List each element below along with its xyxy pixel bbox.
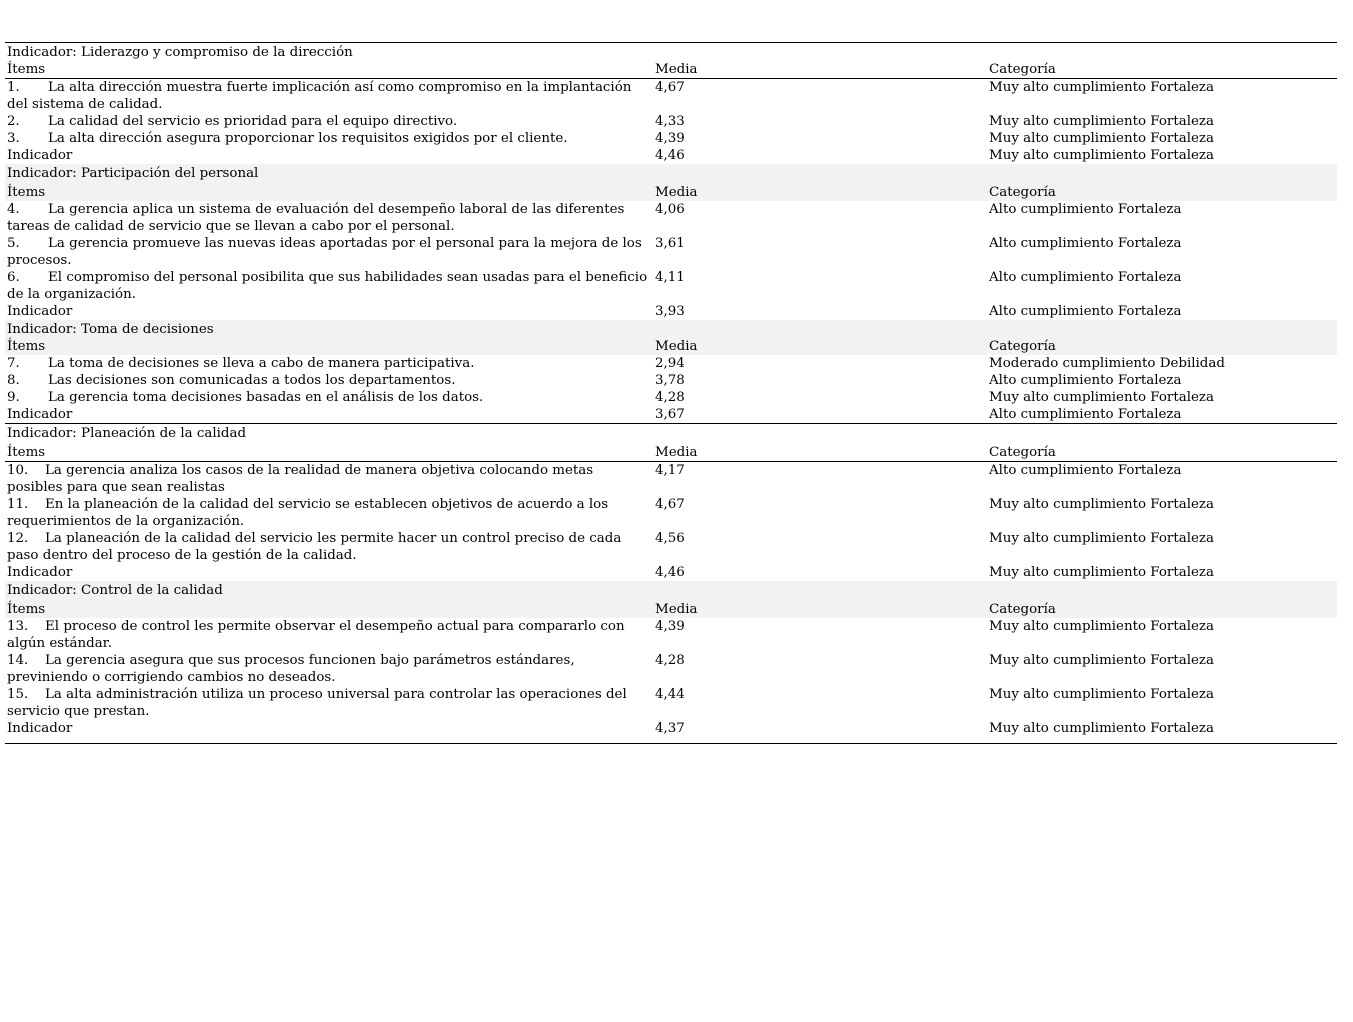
summary-media: 3,67 — [653, 406, 987, 424]
media-value: 4,17 — [655, 463, 685, 478]
item-cell — [5, 79, 653, 114]
item-text: La alta dirección muestra fuerte implicación así como compromiso en la implantación del sistema de calidad. — [7, 80, 632, 112]
column-header-row — [5, 442, 1337, 462]
media-value: 4,28 — [655, 390, 685, 405]
categoria-value: Alto cumplimiento Fortaleza — [989, 236, 1182, 251]
item-number: 8. — [7, 373, 20, 388]
item-number: 5. — [7, 236, 20, 251]
table-row — [5, 686, 1337, 720]
section-participacion — [5, 164, 1337, 320]
item-text: La gerencia toma decisiones basadas en el análisis de los datos. — [48, 390, 484, 405]
header-items: Ítems — [5, 182, 653, 201]
item-cell — [5, 389, 653, 406]
summary-media: 4,37 — [653, 720, 987, 744]
item-text: La planeación de la calidad del servicio les permite hacer un control preciso de cada paso dentro del proceso de la gestión de la calidad. — [7, 531, 622, 563]
header-categoria: Categoría — [987, 61, 1337, 79]
table-row — [5, 79, 1337, 114]
item-text: El compromiso del personal posibilita que sus habilidades sean usadas para el beneficio de la organización. — [7, 270, 648, 302]
item-text: Las decisiones son comunicadas a todos los departamentos. — [48, 373, 456, 388]
item-cell — [5, 130, 653, 147]
categoria-value: Alto cumplimiento Fortaleza — [989, 270, 1182, 285]
categoria-value: Alto cumplimiento Fortaleza — [989, 463, 1182, 478]
item-number: 4. — [7, 202, 20, 217]
header-items: Ítems — [5, 61, 653, 79]
item-text: La alta administración utiliza un proceso universal para controlar las operaciones del servicio que prestan. — [7, 687, 627, 719]
summary-categoria: Muy alto cumplimiento Fortaleza — [989, 565, 1214, 580]
item-cell — [5, 235, 653, 269]
media-value: 4,28 — [655, 653, 685, 668]
indicator-title: Indicador: Control de la calidad — [5, 581, 1337, 599]
item-text: La gerencia analiza los casos de la realidad de manera objetiva colocando metas posibles para que sean realistas — [7, 463, 594, 495]
item-text: La toma de decisiones se lleva a cabo de manera participativa. — [48, 356, 475, 371]
header-media: Media — [653, 61, 987, 79]
categoria-value: Muy alto cumplimiento Fortaleza — [989, 687, 1214, 702]
table-row — [5, 201, 1337, 235]
summary-media: 4,46 — [655, 565, 685, 580]
table-row — [5, 355, 1337, 372]
categoria-value: Muy alto cumplimiento Fortaleza — [989, 653, 1214, 668]
categoria-value: Muy alto cumplimiento Fortaleza — [989, 131, 1214, 146]
indicator-title-row — [5, 320, 1337, 338]
column-header-row — [5, 61, 1337, 79]
indicator-title-row — [5, 581, 1337, 599]
categoria-value: Moderado cumplimiento Debilidad — [989, 356, 1225, 371]
categoria-value: Muy alto cumplimiento Fortaleza — [989, 114, 1214, 129]
column-header-row — [5, 182, 1337, 201]
table-row — [5, 113, 1337, 130]
table-row — [5, 496, 1337, 530]
media-value: 3,61 — [655, 236, 685, 251]
table-row — [5, 652, 1337, 686]
header-media: Media — [653, 442, 987, 462]
item-text: La alta dirección asegura proporcionar los requisitos exigidos por el cliente. — [48, 131, 568, 146]
item-cell — [5, 496, 653, 530]
categoria-value: Muy alto cumplimiento Fortaleza — [989, 80, 1214, 95]
header-media: Media — [653, 338, 987, 355]
item-cell — [5, 530, 653, 564]
indicator-title-row — [5, 424, 1337, 443]
indicator-title: Indicador: Toma de decisiones — [5, 320, 1337, 338]
section-liderazgo — [5, 43, 1337, 165]
summary-categoria: Alto cumplimiento Fortaleza — [989, 304, 1182, 319]
item-cell — [5, 462, 653, 497]
media-value: 4,67 — [655, 80, 685, 95]
media-value: 4,39 — [655, 619, 685, 634]
item-number: 3. — [7, 131, 20, 146]
indicator-title: Indicador: Liderazgo y compromiso de la dirección — [5, 43, 1337, 62]
item-number: 14. — [7, 653, 29, 668]
indicator-title: Indicador: Participación del personal — [5, 164, 1337, 182]
column-header-row — [5, 338, 1337, 355]
table-row — [5, 618, 1337, 652]
item-number: 2. — [7, 114, 20, 129]
item-text: La gerencia asegura que sus procesos funcionen bajo parámetros estándares, previniendo o corrigiendo cambios no deseados. — [7, 653, 575, 685]
item-cell — [5, 355, 653, 372]
summary-label: Indicador — [7, 148, 73, 163]
results-table-document — [5, 42, 1337, 744]
item-number: 6. — [7, 270, 20, 285]
indicator-title-row — [5, 164, 1337, 182]
table-row — [5, 130, 1337, 147]
indicator-title: Indicador: Planeación de la calidad — [7, 426, 247, 441]
item-text: La calidad del servicio es prioridad para el equipo directivo. — [48, 114, 458, 129]
header-items: Ítems — [5, 442, 653, 462]
media-value: 4,06 — [655, 202, 685, 217]
media-value: 2,94 — [655, 356, 685, 371]
table-row — [5, 372, 1337, 389]
item-number: 13. — [7, 619, 29, 634]
item-number: 12. — [7, 531, 29, 546]
indicators-table — [5, 42, 1337, 744]
header-categoria: Categoría — [987, 442, 1337, 462]
indicator-summary-row — [5, 720, 1337, 744]
item-cell — [5, 618, 653, 652]
categoria-value: Muy alto cumplimiento Fortaleza — [989, 531, 1214, 546]
column-header-row — [5, 599, 1337, 618]
section-toma-decisiones — [5, 320, 1337, 424]
categoria-value: Muy alto cumplimiento Fortaleza — [989, 390, 1214, 405]
summary-label: Indicador — [5, 406, 653, 424]
indicator-summary-row — [5, 564, 1337, 581]
header-items: Ítems — [5, 599, 653, 618]
item-text: La gerencia aplica un sistema de evaluación del desempeño laboral de las diferentes tareas de calidad de servicio que se llevan a cabo por el personal. — [7, 202, 625, 234]
summary-categoria: Alto cumplimiento Fortaleza — [987, 406, 1337, 424]
item-number: 9. — [7, 390, 20, 405]
item-text: La gerencia promueve las nuevas ideas aportadas por el personal para la mejora de los procesos. — [7, 236, 642, 268]
media-value: 3,78 — [655, 373, 685, 388]
table-row — [5, 462, 1337, 497]
item-number: 7. — [7, 356, 20, 371]
header-categoria: Categoría — [987, 182, 1337, 201]
item-cell — [5, 269, 653, 303]
summary-label: Indicador — [5, 720, 653, 744]
header-media: Media — [653, 182, 987, 201]
item-number: 15. — [7, 687, 29, 702]
header-categoria: Categoría — [987, 338, 1337, 355]
categoria-value: Alto cumplimiento Fortaleza — [989, 202, 1182, 217]
table-row — [5, 530, 1337, 564]
indicator-title-row — [5, 43, 1337, 62]
section-planeacion — [5, 424, 1337, 582]
item-number: 10. — [7, 463, 29, 478]
summary-categoria: Muy alto cumplimiento Fortaleza — [987, 720, 1337, 744]
table-row — [5, 269, 1337, 303]
item-number: 1. — [7, 80, 20, 95]
item-text: El proceso de control les permite observar el desempeño actual para compararlo con algún estándar. — [7, 619, 625, 651]
item-cell — [5, 652, 653, 686]
categoria-value: Muy alto cumplimiento Fortaleza — [989, 497, 1214, 512]
summary-categoria: Muy alto cumplimiento Fortaleza — [989, 148, 1214, 163]
summary-label: Indicador — [7, 304, 73, 319]
indicator-summary-row — [5, 303, 1337, 320]
header-items: Ítems — [5, 338, 653, 355]
item-cell — [5, 201, 653, 235]
header-categoria: Categoría — [987, 599, 1337, 618]
item-number: 11. — [7, 497, 29, 512]
media-value: 4,56 — [655, 531, 685, 546]
table-row — [5, 235, 1337, 269]
header-media: Media — [653, 599, 987, 618]
section-control — [5, 581, 1337, 744]
item-cell — [5, 372, 653, 389]
indicator-summary-row — [5, 147, 1337, 164]
item-cell — [5, 686, 653, 720]
item-text: En la planeación de la calidad del servicio se establecen objetivos de acuerdo a los requerimientos de la organización. — [7, 497, 609, 529]
table-row — [5, 389, 1337, 406]
indicator-summary-row — [5, 406, 1337, 424]
media-value: 4,39 — [655, 131, 685, 146]
categoria-value: Alto cumplimiento Fortaleza — [989, 373, 1182, 388]
media-value: 4,44 — [655, 687, 685, 702]
media-value: 4,67 — [655, 497, 685, 512]
summary-label: Indicador — [7, 565, 73, 580]
summary-media: 3,93 — [655, 304, 685, 319]
item-cell — [5, 113, 653, 130]
media-value: 4,33 — [655, 114, 685, 129]
summary-media: 4,46 — [655, 148, 685, 163]
media-value: 4,11 — [655, 270, 685, 285]
categoria-value: Muy alto cumplimiento Fortaleza — [989, 619, 1214, 634]
